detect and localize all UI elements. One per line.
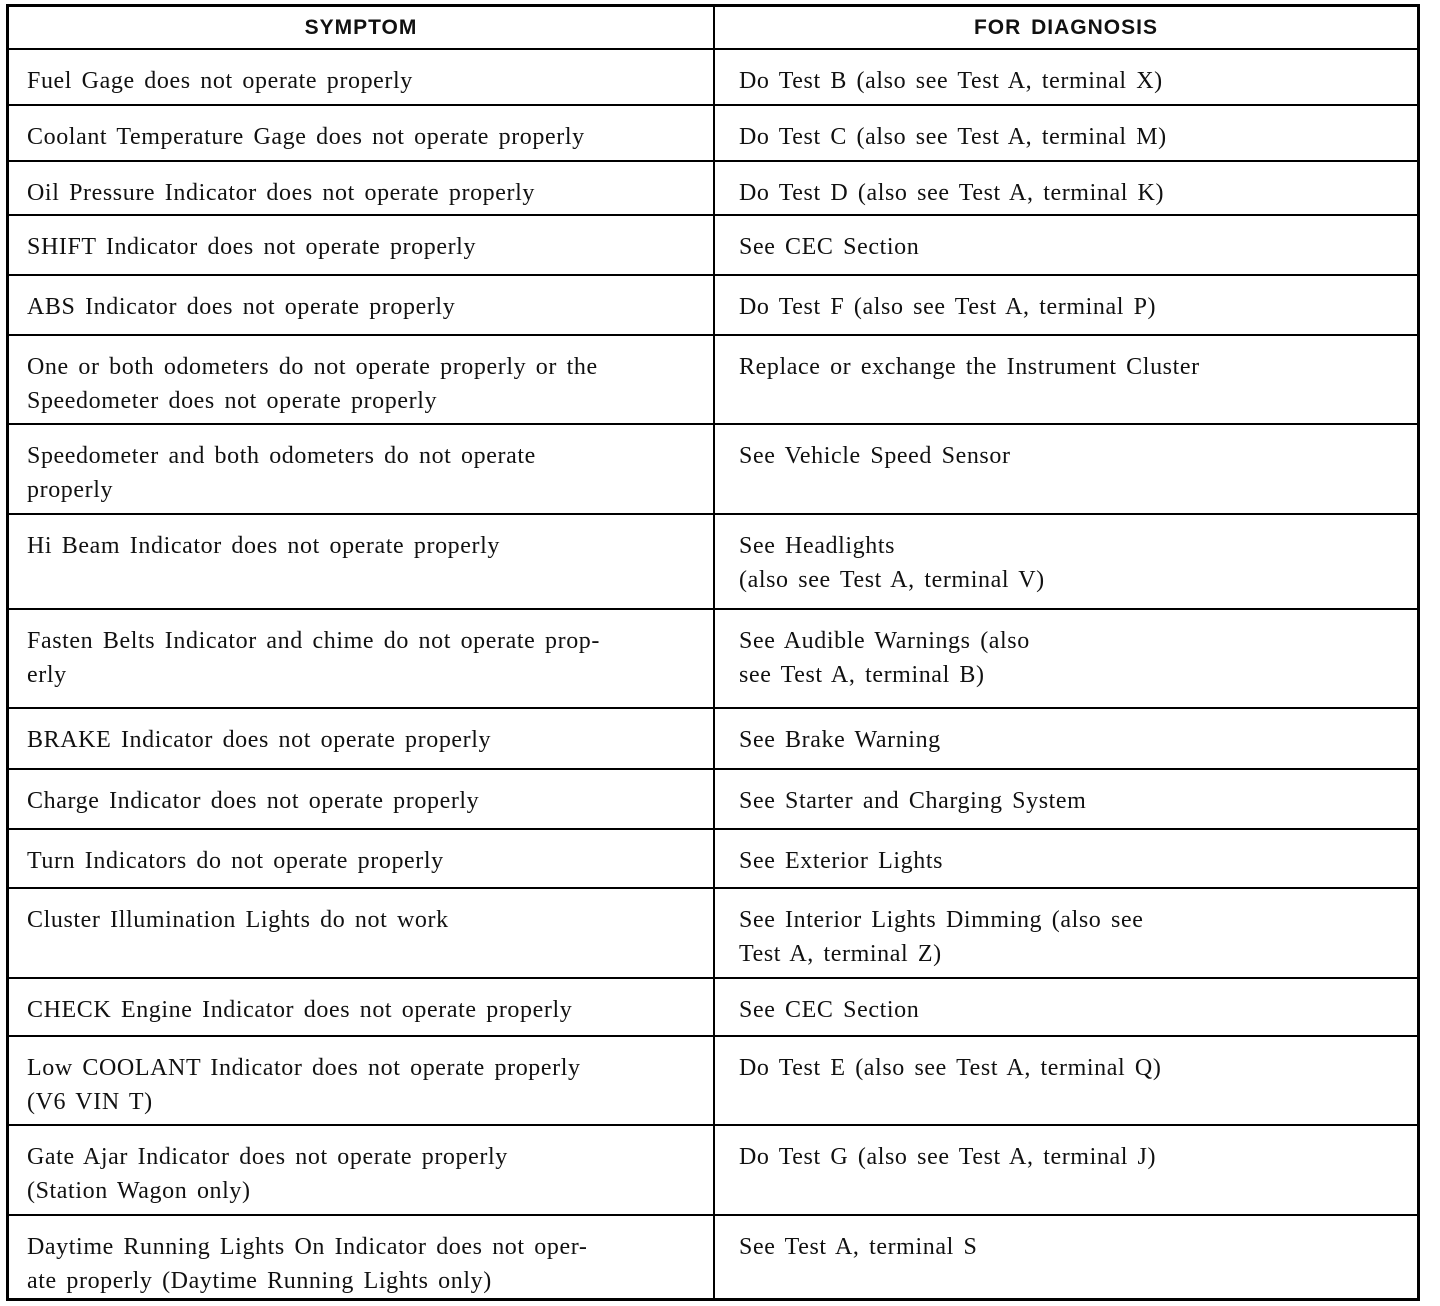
header-for-diagnosis: FOR DIAGNOSIS bbox=[973, 16, 1158, 39]
symptom-cell: CHECK Engine Indicator does not operate properly bbox=[9, 979, 715, 1036]
symptom-cell: ABS Indicator does not operate properly bbox=[9, 276, 715, 334]
diagnosis-cell: See Vehicle Speed Sensor bbox=[739, 442, 1011, 469]
diagnosis-cell: Replace or exchange the Instrument Cluster bbox=[739, 354, 1200, 381]
table-row bbox=[9, 425, 1417, 515]
table-row bbox=[9, 515, 1417, 610]
symptom-cell: Turn Indicators do not operate properly bbox=[9, 830, 715, 887]
diagnosis-cell: See Audible Warnings (also see Test A, terminal B) bbox=[739, 627, 1030, 688]
table-row bbox=[9, 889, 1417, 979]
diagnosis-cell: See Brake Warning bbox=[739, 727, 941, 754]
symptom-cell: Gate Ajar Indicator does not operate properly (Station Wagon only) bbox=[9, 1126, 715, 1214]
symptom-cell: BRAKE Indicator does not operate properly bbox=[9, 709, 715, 768]
symptom-cell: Daytime Running Lights On Indicator does not oper- ate properly (Daytime Running Lights only) bbox=[9, 1216, 715, 1298]
table-row bbox=[9, 770, 1417, 830]
symptom-cell: One or both odometers do not operate properly or the Speedometer does not operate properly bbox=[9, 336, 715, 423]
table-row bbox=[9, 106, 1417, 162]
table-row bbox=[9, 1126, 1417, 1216]
table-row bbox=[9, 50, 1417, 106]
diagnosis-cell: See CEC Section bbox=[739, 234, 920, 261]
table-row bbox=[9, 1216, 1417, 1298]
diagnosis-cell: See Headlights (also see Test A, terminal V) bbox=[739, 532, 1045, 593]
diagnosis-cell: Do Test F (also see Test A, terminal P) bbox=[739, 294, 1157, 321]
symptom-cell: Cluster Illumination Lights do not work bbox=[9, 889, 715, 977]
symptom-diagnosis-table bbox=[6, 4, 1420, 1301]
table-row bbox=[9, 276, 1417, 336]
symptom-cell: Low COOLANT Indicator does not operate properly (V6 VIN T) bbox=[9, 1037, 715, 1124]
table-row bbox=[9, 709, 1417, 770]
table-row bbox=[9, 830, 1417, 889]
header-symptom: SYMPTOM bbox=[9, 7, 715, 48]
diagnosis-cell: Do Test E (also see Test A, terminal Q) bbox=[739, 1055, 1162, 1082]
table-row bbox=[9, 979, 1417, 1038]
symptom-cell: Fasten Belts Indicator and chime do not operate prop- erly bbox=[9, 610, 715, 708]
diagnosis-cell: See CEC Section bbox=[739, 996, 920, 1023]
table-row bbox=[9, 216, 1417, 276]
diagnosis-cell: Do Test G (also see Test A, terminal J) bbox=[739, 1144, 1157, 1171]
diagnosis-cell: Do Test D (also see Test A, terminal K) bbox=[739, 179, 1165, 206]
symptom-cell: Charge Indicator does not operate properly bbox=[9, 770, 715, 828]
symptom-cell: SHIFT Indicator does not operate properly bbox=[9, 216, 715, 274]
diagnosis-cell: See Starter and Charging System bbox=[739, 788, 1087, 815]
table-header-row bbox=[9, 7, 1417, 50]
table-row bbox=[9, 1037, 1417, 1126]
table-row bbox=[9, 162, 1417, 217]
symptom-cell: Oil Pressure Indicator does not operate properly bbox=[9, 162, 715, 215]
symptom-cell: Hi Beam Indicator does not operate properly bbox=[9, 515, 715, 608]
symptom-cell: Fuel Gage does not operate properly bbox=[9, 50, 715, 104]
symptom-cell: Coolant Temperature Gage does not operate properly bbox=[9, 106, 715, 160]
symptom-cell: Speedometer and both odometers do not operate properly bbox=[9, 425, 715, 513]
table-row bbox=[9, 610, 1417, 710]
diagnosis-cell: Do Test B (also see Test A, terminal X) bbox=[739, 67, 1163, 94]
diagnosis-cell: See Interior Lights Dimming (also see Test A, terminal Z) bbox=[739, 906, 1144, 967]
diagnosis-cell: See Exterior Lights bbox=[739, 847, 944, 874]
table-row bbox=[9, 336, 1417, 425]
diagnosis-cell: Do Test C (also see Test A, terminal M) bbox=[739, 123, 1167, 150]
diagnosis-cell: See Test A, terminal S bbox=[739, 1234, 978, 1261]
